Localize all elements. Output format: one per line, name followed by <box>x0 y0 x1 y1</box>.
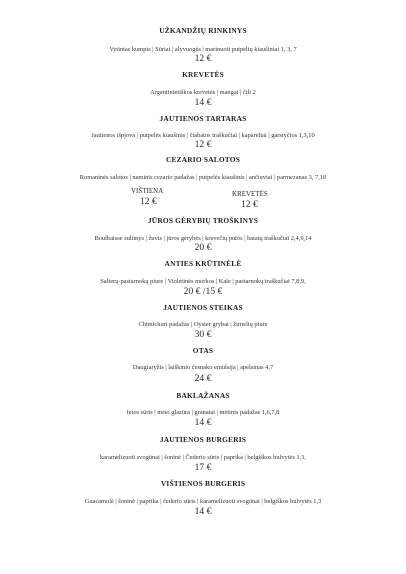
dish-description: Vytintas kumpis | Sūriai | alyvuogės | marinuoti putpelių kiaušiniai 1, 3, 7 <box>109 46 297 53</box>
dish-price: 20 € /15 € <box>183 286 223 297</box>
option-label: KREVETĖS <box>232 190 268 198</box>
dish-title: JŪROS GĖRYBIŲ TROŠKINYS <box>147 216 259 225</box>
dish-description: karamelizuoti svogūnai | šoninė | Čederio sūris | paprika | belgiškos bulvytės 1,3, <box>99 454 307 461</box>
dish-description: Argentinietiškos krevetės | mangai | čili 2 <box>150 89 256 96</box>
dish-price: 14 € <box>194 97 212 108</box>
dish-title: JAUTIENOS STEIKAS <box>163 303 243 312</box>
dish-price: 20 € <box>194 242 212 253</box>
dish-description: Guacamolė | šoninė | paprika | čederio sūris | karamelizuoti svogūnai | belgiškos bulvytės 1,3 <box>84 498 322 505</box>
dish-description: Chimichuri padažas | Oyster grybai | žirnelių piure <box>138 321 268 328</box>
dish-price: 14 € <box>194 417 212 428</box>
dish-price: 30 € <box>194 329 212 340</box>
dish-description: Daugiaryžis | laiškinio česnako emulsija | apelsinas 4,7 <box>132 364 274 371</box>
dish-description: Salierų-pastarnokų piure | Violetinės morkos | Kale | pastarnokų traškučiai 7,8,9, <box>100 278 306 285</box>
dish-description: Romaninės salotos | naminis cezario padažas | putpelės kiaušinis | ančiuviai | parmezanas 3, 7,10 <box>79 174 327 181</box>
option-label: VIŠTIENA <box>131 187 164 195</box>
dish-title: BAKLAŽANAS <box>176 391 230 400</box>
dish-title: UŽKANDŽIŲ RINKINYS <box>159 26 247 35</box>
dish-description: fetos sūris | miso glazūra | granatai | mėtinis padažas 1,6,7,8 <box>126 409 280 416</box>
dish-title: KREVETĖS <box>182 70 224 79</box>
dish-title: JAUTIENOS TARTARAS <box>159 114 247 123</box>
dish-price: 14 € <box>194 506 212 517</box>
dish-price: 12 € <box>194 53 212 64</box>
dish-title: JAUTIENOS BURGERIS <box>159 435 247 444</box>
dish-price: 24 € <box>194 373 212 384</box>
dish-title: ANTIES KRŪTINĖLĖ <box>164 259 242 268</box>
dish-description: Boulbaisse sultinys | žuvis | jūros gėrybės | krevečių putos | batatų traškučiai 2,4,9,14 <box>94 235 312 242</box>
dish-price: 12 € <box>194 139 212 150</box>
dish-title: CEZARIO SALOTOS <box>165 155 241 164</box>
option-price: 12 € <box>140 196 157 207</box>
dish-title: OTAS <box>192 346 214 355</box>
dish-price: 17 € <box>194 462 212 473</box>
dish-title: VIŠTIENOS BURGERIS <box>160 479 246 488</box>
option-price: 12 € <box>241 199 258 210</box>
dish-description: Jautienos išpjova | putpelės kiaušinis | čiabatos traškučiai | kaparėliai | garstyčios 1,3,10 <box>91 132 315 139</box>
